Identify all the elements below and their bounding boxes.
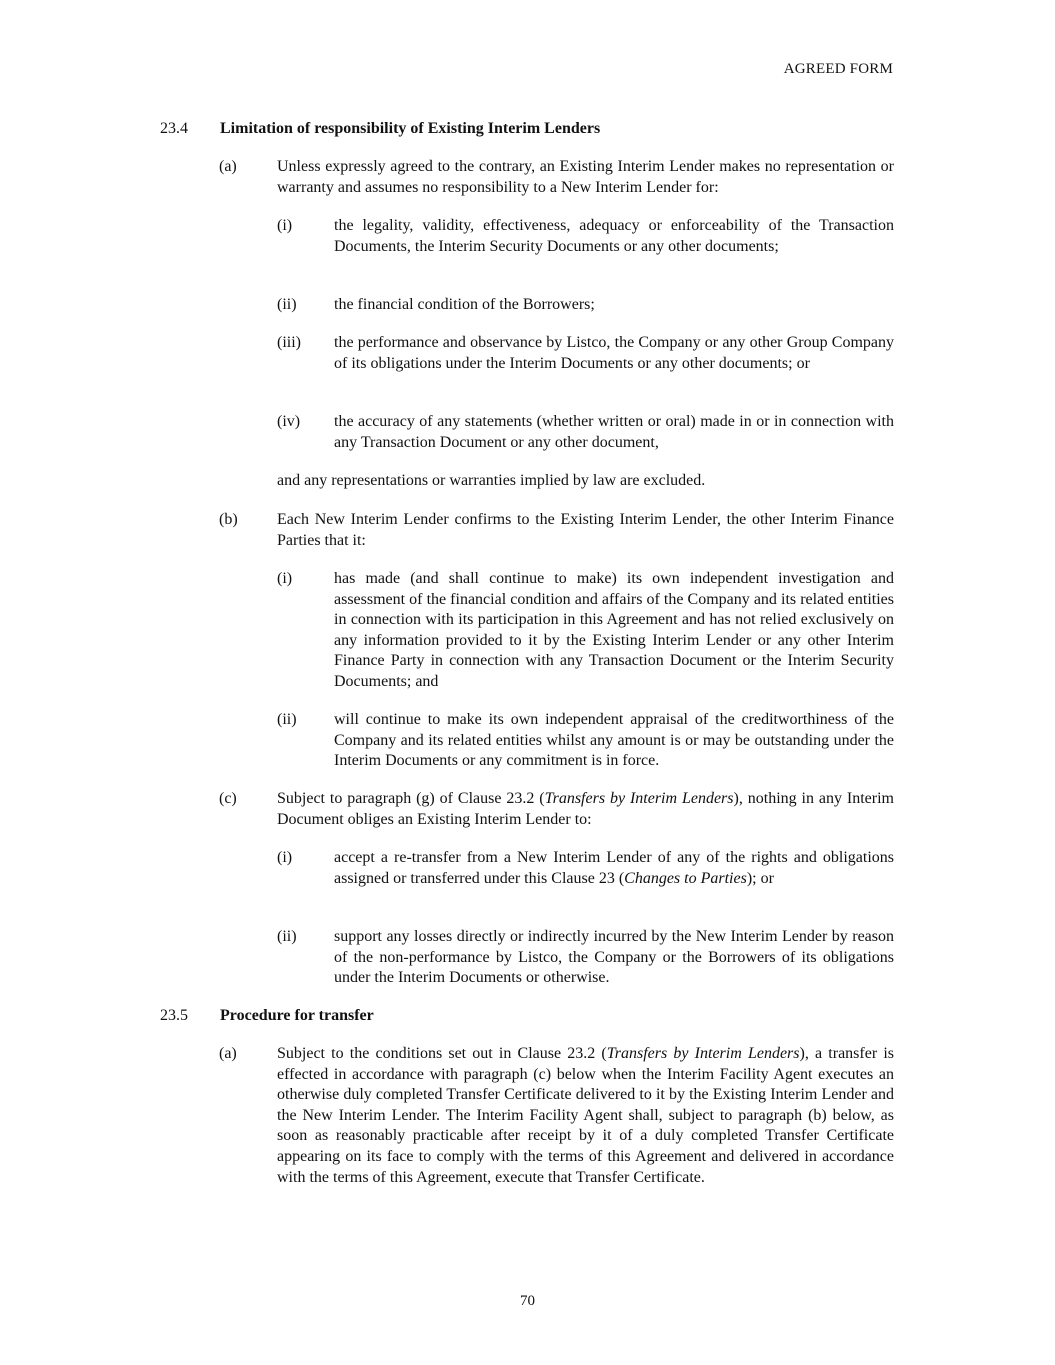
para-b-ii-text: will continue to make its own independent appraisal of the creditworthiness of the Company and its related entities whilst any amount is or may be outstanding under the Interim Documents or any commitment is in force. [334,711,894,770]
para-23-5-a-label: (a) [219,1045,237,1062]
document-header-label: AGREED FORM [783,61,893,77]
para-c-text: Subject to paragraph (g) of Clause 23.2 (Transfers by Interim Lenders), nothing in any Interim Document obliges an Existing Interim Lender to: [277,790,894,828]
para-b-label: (b) [219,511,238,528]
para-a-i-label: (i) [277,217,293,234]
para-a-iii-text: the performance and observance by Listco, the Company or any other Group Company of its obligations under the Interim Documents or any other documents; or [334,334,894,372]
para-c-i-text: accept a re-transfer from a New Interim Lender of any of the rights and obligations assigned or transferred under this Clause 23 (Changes to Parties); or [334,849,894,887]
para-a-i-text: the legality, validity, effectiveness, adequacy or enforceability of the Transaction Documents, the Interim Security Documents or any other documents; [334,217,894,255]
para-a-text: Unless expressly agreed to the contrary, an Existing Interim Lender makes no representation or warranty and assumes no responsibility to a New Interim Lender for: [277,158,894,196]
para-a-iv-label: (iv) [277,413,301,430]
para-c-i-label: (i) [277,849,293,866]
para-a-ii-label: (ii) [277,296,297,313]
para-a-iii-label: (iii) [277,334,301,351]
para-c-italic-ref: Transfers by Interim Lenders [544,790,734,807]
section-23-5-title: Procedure for transfer [220,1007,374,1024]
para-b-i-text: has made (and shall continue to make) its own independent investigation and assessment of the financial condition and affairs of the Company and its related entities in connection with its participation in this Agreement and has not relied exclusively on any information provided to it by the Existing Interim Lender or any other Interim Finance Party in connection with any Transaction Document or the Interim Security Documents; and [334,570,894,690]
section-23-5-number: 23.5 [160,1007,188,1024]
para-a-iv-text: the accuracy of any statements (whether written or oral) made in or in connection with any Transaction Document or any other document, [334,413,894,451]
para-a-label: (a) [219,158,237,175]
page-number: 70 [520,1293,535,1309]
para-c-ii-label: (ii) [277,928,297,945]
para-b-ii-label: (ii) [277,711,297,728]
para-c-i-italic-ref: Changes to Parties [624,869,747,887]
para-c-ii-text: support any losses directly or indirectly incurred by the New Interim Lender by reason of the non-performance by Listco, the Company or the Borrowers of its obligations under the Interim Documents or otherwise. [334,928,894,987]
para-b-text: Each New Interim Lender confirms to the Existing Interim Lender, the other Interim Finance Parties that it: [277,511,894,549]
para-23-5-a-italic-ref: Transfers by Interim Lenders [606,1045,800,1062]
section-23-4-title: Limitation of responsibility of Existing Interim Lenders [220,120,601,137]
para-23-5-a-text: Subject to the conditions set out in Clause 23.2 (Transfers by Interim Lenders), a transfer is effected in accordance with paragraph (c) below when the Interim Facility Agent executes an otherwise duly completed Transfer Certificate delivered to it by the Existing Interim Lender and the New Interim Lender. The Interim Facility Agent shall, subject to paragraph (b) below, as soon as reasonably practicable after receipt by it of a duly completed Transfer Certificate appearing on its face to comply with the terms of this Agreement and delivered in accordance with the terms of this Agreement, execute that Transfer Certificate. [277,1045,894,1186]
para-a-ii-text: the financial condition of the Borrowers; [334,296,595,313]
para-a-closing: and any representations or warranties implied by law are excluded. [277,472,706,489]
para-b-i-label: (i) [277,570,293,587]
para-c-label: (c) [219,790,237,807]
section-23-4-number: 23.4 [160,120,188,137]
